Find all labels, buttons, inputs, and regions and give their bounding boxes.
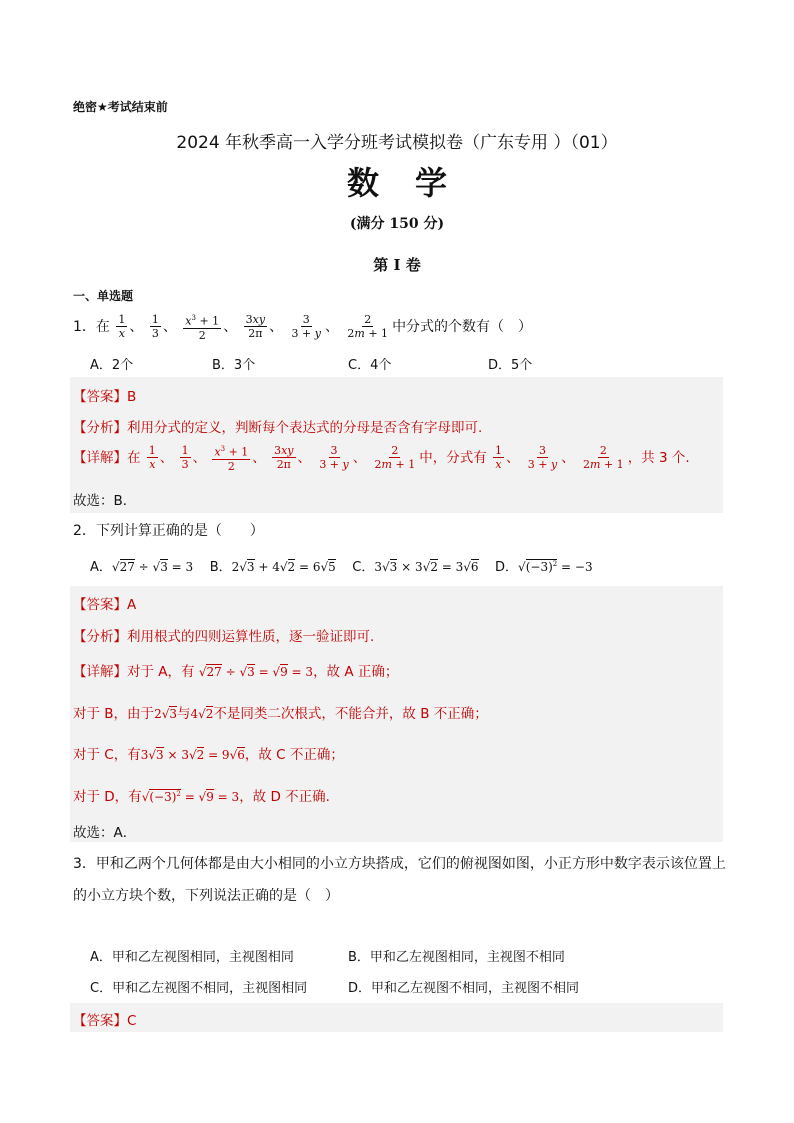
fraction: $\frac{x^3 + 1}{2}$ — [185, 314, 220, 342]
fraction: $\frac{2}{2m + 1}$ — [347, 313, 389, 341]
q2-options — [90, 556, 593, 575]
option-b[interactable]: B．甲和乙左视图相同，主视图不相同 — [348, 950, 565, 965]
question-3-line1: 3．甲和乙两个几何体都是由大小相同的小立方块搭成，它们的俯视图如图，小正方形中数字表示该位置上 — [73, 856, 726, 872]
option-c[interactable]: C．4个 — [348, 358, 392, 373]
option-d[interactable]: D．$√(-3)^2 = -3$ — [495, 560, 593, 575]
option-c[interactable]: C．甲和乙左视图不相同，主视图相同 — [90, 981, 308, 996]
question-2: 2．下列计算正确的是（ ） — [73, 523, 264, 539]
question-3-line2: 的小立方块个数，下列说法正确的是（ ） — [73, 888, 339, 904]
fraction: $\frac{1}{x}$ — [118, 313, 126, 341]
option-a[interactable]: A．2个 — [90, 358, 134, 373]
q2-detail-b: 对于 B，由于2√3与4√2不是同类二次根式，不能合并，故 B 不正确； — [73, 706, 488, 722]
section-heading: 一、单选题 — [73, 289, 134, 303]
fraction: $\frac{1}{3}$ — [151, 313, 159, 341]
option-c[interactable]: C．3√3 × 3√2 = 3√6 — [352, 560, 479, 575]
confidential-label: 绝密★考试结束前 — [73, 100, 168, 114]
q3-solution-box — [70, 1003, 723, 1032]
q2-detail-c: 对于 C，有3√3 × 3√2 = 9√6，故 C 不正确； — [73, 747, 344, 763]
fraction: $\frac{3xy}{2\pi}$ — [245, 313, 266, 341]
q2-detail-a: 【详解】对于 A，有 √27 ÷ √3 = √9 = 3，故 A 正确； — [73, 664, 399, 680]
exam-title: 2024 年秋季高一入学分班考试模拟卷（广东专用 ）（01） — [176, 133, 618, 153]
subject-title: 数学 — [346, 164, 483, 202]
q2-answer: 【答案】A — [73, 597, 137, 613]
q3-answer: 【答案】C — [73, 1013, 137, 1029]
option-b[interactable]: B．3个 — [212, 358, 256, 373]
full-score: (满分 150 分) — [349, 216, 445, 232]
fraction: $\frac{3}{3 + y}$ — [291, 313, 321, 341]
q2-analysis: 【分析】利用根式的四则运算性质，逐一验证即可. — [73, 629, 375, 645]
q1-detail: 【详解】在 $\frac{1}{x}$ 、 $\frac{1}{3}$ 、 $\frac{x^3 + 1}{2}$ 、 $\frac{3xy}{2\pi}$ 、 $\frac{3}{3 + y}$ 、 $\frac{2}{2m + 1}$ 中，分式有 $\frac{1}{x}$ 、 $\frac{3}{3 + y}$ 、 $\frac{2}{2m + 1}$ ，共 3 个. — [73, 444, 690, 473]
option-a[interactable]: A．√27 ÷ √3 = 3 — [90, 560, 194, 575]
q2-detail-d: 对于 D，有$√(-3)^2 = √9 = 3$，故 D 不正确. — [73, 789, 330, 805]
option-a[interactable]: A．甲和乙左视图相同，主视图相同 — [90, 950, 294, 965]
q1-answer: 【答案】B — [73, 389, 137, 405]
question-1: 1．在 $\frac{1}{x}$ 、 $\frac{1}{3}$ 、 $\frac{x^3 + 1}{2}$ 、 $\frac{3xy}{2\pi}$ 、 $\frac{3}{3 + y}$ 、 $\frac{2}{2m + 1}$ 中分式的个数有（ ） — [73, 313, 533, 342]
option-d[interactable]: D．甲和乙左视图不相同，主视图不相同 — [348, 981, 580, 996]
option-b[interactable]: B．2√3 + 4√2 = 6√5 — [209, 560, 336, 575]
option-d[interactable]: D．5个 — [488, 358, 533, 373]
q1-analysis: 【分析】利用分式的定义，判断每个表达式的分母是否含有字母即可. — [73, 420, 483, 436]
volume-label: 第 I 卷 — [373, 256, 421, 274]
q1-choose: 故选：B． — [73, 493, 137, 509]
q2-choose: 故选：A． — [73, 825, 137, 841]
